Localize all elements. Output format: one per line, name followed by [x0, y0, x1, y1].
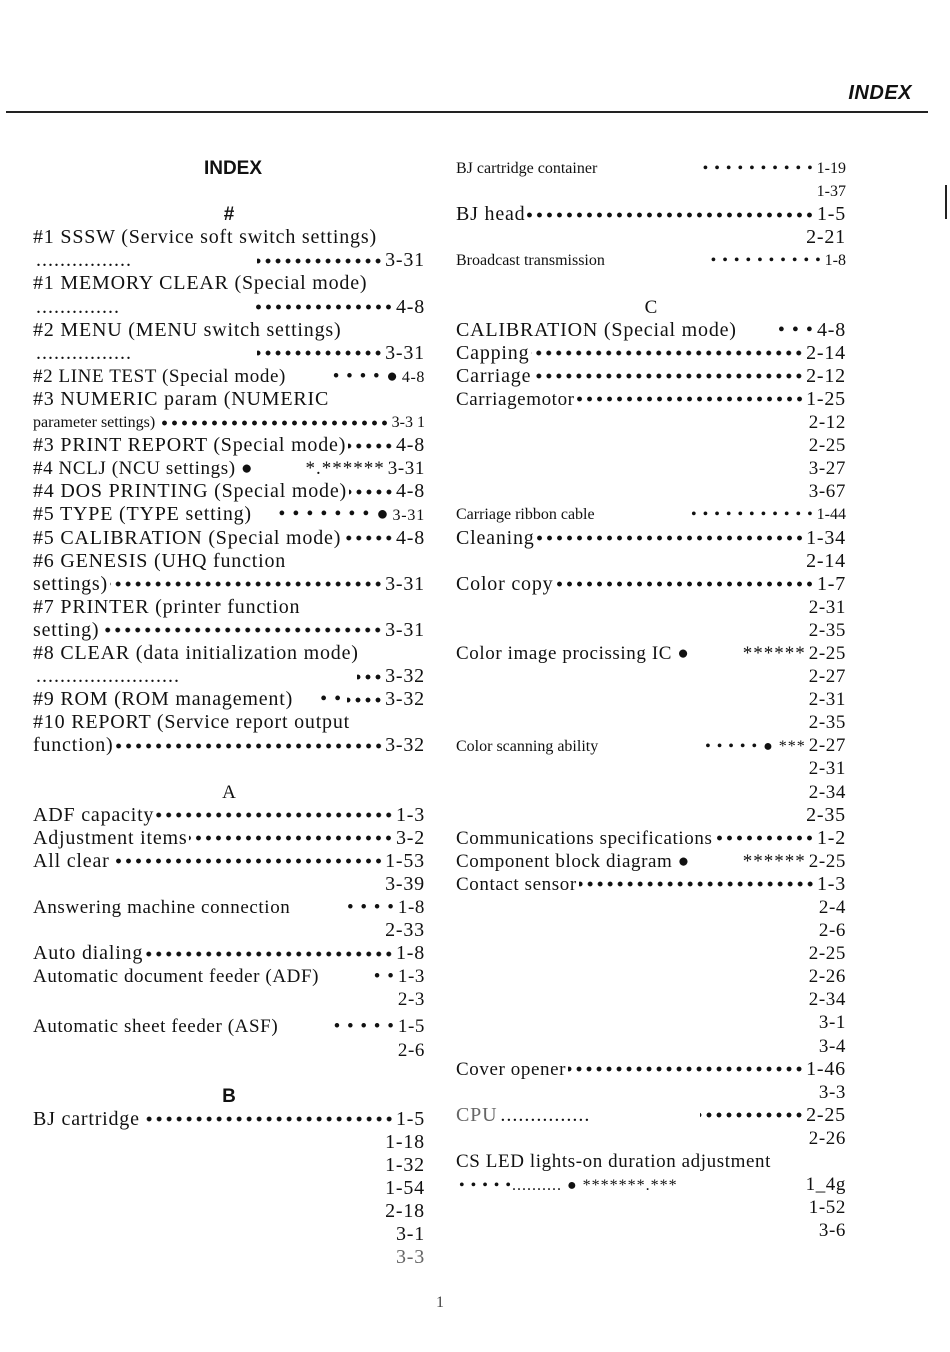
page-number: 1-8 [395, 942, 425, 965]
dot-leader [110, 578, 383, 590]
index-entry [456, 434, 846, 457]
dot-leader [348, 440, 394, 452]
index-entry [33, 1131, 425, 1154]
page-number: 1-3 [816, 872, 846, 895]
dot-leader [101, 624, 383, 636]
index-entry: #9 ROM (ROM management) • • 3-32 [33, 688, 425, 711]
page-number: 1-5 [816, 203, 846, 226]
dot-leader: • • • • • • • ● [278, 503, 390, 526]
page-header-title: INDEX [848, 82, 912, 104]
page-number: 3-31 [387, 458, 425, 480]
dot-leader [577, 393, 805, 405]
page-number: 1-44 [816, 506, 846, 524]
page-number: 3-27 [808, 458, 846, 480]
page-number: 1-8 [397, 897, 425, 918]
dot-leader: ............... [500, 1103, 591, 1126]
page-number: 2-26 [808, 966, 846, 988]
dot-leader [527, 209, 814, 221]
page-number: 4-8 [816, 318, 846, 341]
page-number: 2-26 [808, 1127, 846, 1149]
dot-leader [156, 809, 394, 821]
dot-leader [347, 694, 383, 706]
dot-leader [579, 878, 815, 890]
page-number: 3-1 [818, 1012, 846, 1034]
page-number: 1-25 [806, 387, 846, 410]
dot-leader [714, 832, 814, 844]
index-entry [456, 180, 846, 203]
index-entry [33, 873, 425, 896]
index-entry [456, 711, 846, 734]
dot-leader [189, 832, 393, 844]
index-entry: #6 GENESIS (UHQ function [33, 549, 287, 572]
page-number: 2-25 [808, 850, 846, 872]
index-entry: Communications specifications 1-2 [456, 826, 846, 849]
index-entry [456, 804, 846, 827]
page-number: 2-33 [385, 919, 425, 942]
index-entry [33, 296, 425, 319]
page-number: 4-8 [395, 434, 425, 457]
page-number: 3-32 [385, 734, 425, 757]
page-number: 2-3 [397, 989, 425, 1011]
index-entry [456, 411, 846, 434]
index-entry [33, 1223, 425, 1246]
index-entry: Cleaning 1-34 [456, 526, 846, 549]
page-number: 1-2 [816, 826, 846, 849]
index-entry [456, 619, 846, 642]
dot-leader [531, 347, 804, 359]
index-entry: #1 SSSW (Service soft switch settings) [33, 226, 377, 249]
index-column-left [33, 157, 425, 1270]
page-number: 3-3 [395, 1246, 425, 1269]
dot-leader [256, 301, 393, 313]
page-number: 3-3 [818, 1081, 846, 1103]
index-entry: Component block diagram ● ****** 2-25 [456, 850, 846, 872]
index-title: INDEX [203, 158, 263, 179]
index-entry [456, 1081, 846, 1104]
dot-leader: • • • • • ● *** [705, 738, 806, 756]
page-number: 3-6 [818, 1220, 846, 1242]
dot-leader: • • • • • • • • • • [710, 252, 822, 270]
page-number: 3-31 [392, 507, 425, 525]
dot-leader: ................ [36, 341, 132, 364]
index-entry: Contact sensor 1-3 [456, 872, 846, 895]
index-entry [456, 1011, 846, 1034]
dot-leader: ................ [36, 249, 132, 272]
dot-leader [555, 578, 815, 590]
page-number: 3-32 [385, 665, 425, 688]
dot-leader [568, 1063, 804, 1075]
index-entry [456, 1173, 846, 1196]
index-entry [33, 919, 425, 942]
dot-leader: .............. [36, 295, 120, 318]
index-entry: Color image procissing IC ● ****** 2-25 [456, 642, 846, 664]
page-number: 2-35 [808, 619, 846, 641]
page-number: 2-14 [806, 341, 846, 364]
page-number: 1-52 [808, 1197, 846, 1219]
dot-leader [357, 671, 383, 683]
index-entry: #2 LINE TEST (Special mode) • • • • ● 4-8 [33, 365, 425, 388]
index-entry [456, 942, 846, 965]
dot-leader: • • • • ● [332, 365, 399, 387]
page-number: 2-31 [808, 596, 846, 618]
section-heading-hash: # [223, 204, 235, 226]
index-entry: Cover opener 1-46 [456, 1057, 846, 1080]
page-number: 1-37 [816, 183, 846, 201]
index-entry [456, 965, 846, 988]
index-entry: Adjustment items 3-2 [33, 826, 425, 849]
index-entry [456, 1127, 846, 1150]
page-number: 4-8 [395, 295, 425, 318]
page-number: 1-54 [385, 1177, 425, 1200]
page-number: 1-34 [806, 526, 846, 549]
index-entry: BJ head 1-5 [456, 203, 846, 226]
index-entry: #3 PRINT REPORT (Special mode) 4-8 [33, 434, 425, 457]
dot-leader: • • • • •.......... ● *******.*** [459, 1177, 678, 1195]
page-number: 2-4 [818, 897, 846, 918]
page-number: 3-67 [808, 481, 846, 503]
page-number: 2-25 [806, 1103, 846, 1126]
index-entry: settings) 3-31 [33, 572, 425, 595]
index-entry: #7 PRINTER (printer function [33, 595, 301, 618]
index-entry: #10 REPORT (Service report output [33, 711, 351, 734]
dot-leader: • • • • • [333, 1016, 395, 1038]
dot-leader: ****** [742, 642, 806, 664]
page-number: 2-31 [808, 689, 846, 711]
page-footer-mark: 1 [436, 1294, 444, 1311]
dot-leader [112, 855, 384, 867]
index-entry [456, 226, 846, 249]
page-number: 2-34 [808, 781, 846, 803]
index-entry: Automatic sheet feeder (ASF) • • • • • 1-5 [33, 1016, 425, 1038]
page-number: 2-6 [818, 920, 846, 942]
index-entry [33, 988, 425, 1011]
page-number: 1-3 [395, 803, 425, 826]
index-entry [456, 1035, 846, 1058]
dot-leader [533, 370, 804, 382]
index-entry: Carriagemotor 1-25 [456, 387, 846, 410]
dot-leader: • • [373, 966, 395, 988]
page-number: 3-4 [818, 1035, 846, 1057]
dot-leader: ****** [742, 850, 806, 872]
page-number: 2-35 [808, 712, 846, 734]
index-entry [456, 688, 846, 711]
index-entry [456, 919, 846, 942]
dot-leader: • • [320, 688, 343, 711]
index-column-right [456, 157, 846, 1242]
page-number: 2-27 [808, 666, 846, 688]
dot-leader [157, 417, 390, 429]
page-number: 1-18 [385, 1130, 425, 1153]
index-entry [456, 480, 846, 503]
index-entry [456, 550, 846, 573]
page-number: 4-8 [395, 526, 425, 549]
index-entry [456, 457, 846, 480]
page-number: 2-31 [808, 758, 846, 780]
dot-leader: *.****** [305, 458, 385, 480]
index-entry [33, 249, 425, 272]
page-number: 1-53 [385, 849, 425, 872]
index-entry: #1 MEMORY CLEAR (Special mode) [33, 272, 368, 295]
page-number: 1-46 [806, 1057, 846, 1080]
index-entry: #4 NCLJ (NCU settings) ● *.****** 3-31 [33, 458, 425, 480]
page-number: 3-2 [395, 826, 425, 849]
index-entry [33, 1039, 425, 1062]
index-entry: #8 CLEAR (data initialization mode) [33, 641, 359, 664]
index-entry: CS LED lights-on duration adjustment [456, 1151, 772, 1173]
page-number: 3-1 [395, 1223, 425, 1246]
index-entry [456, 1219, 846, 1242]
header-rule [6, 111, 928, 113]
index-entry [456, 596, 846, 619]
index-entry: Auto dialing 1-8 [33, 942, 425, 965]
index-entry: BJ cartridge 1-5 [33, 1107, 425, 1130]
page-number: 1-19 [816, 160, 846, 177]
page-number: 2-12 [806, 364, 846, 387]
section-heading-b: B [222, 1085, 236, 1107]
page-number: 1_4g [805, 1174, 846, 1196]
page-number: 3-39 [385, 872, 425, 895]
page-number: 1-8 [824, 252, 846, 270]
page-number: 2-34 [808, 989, 846, 1011]
dot-leader [142, 1113, 394, 1125]
dot-leader: • • • • • • • • • • • [691, 506, 814, 524]
page-number: 1-5 [395, 1107, 425, 1130]
index-entry [33, 342, 425, 365]
dot-leader: • • • [777, 318, 814, 341]
index-entry: Carriage 2-12 [456, 364, 846, 387]
dot-leader: • • • • [347, 897, 395, 918]
page-number: 2-12 [808, 412, 846, 434]
page-number: 2-25 [808, 642, 846, 664]
page-number: 1-32 [385, 1154, 425, 1177]
index-entry [456, 1196, 846, 1219]
index-entry [456, 665, 846, 688]
page-number: 2-14 [806, 549, 846, 572]
index-entry: #2 MENU (MENU switch settings) [33, 318, 342, 341]
page-number: 3-3 1 [391, 414, 425, 432]
dot-leader [537, 532, 805, 544]
page-number: 2-6 [397, 1039, 425, 1061]
index-entry: #5 TYPE (TYPE setting) • • • • • • • ● 3-31 [33, 503, 425, 526]
index-entry: CALIBRATION (Special mode) • • • 4-8 [456, 318, 846, 341]
dot-leader [145, 948, 394, 960]
index-entry [456, 988, 846, 1011]
index-entry [33, 1154, 425, 1177]
index-entry: parameter settings) 3-3 1 [33, 411, 425, 434]
dot-leader: ........................ [36, 665, 180, 688]
index-entry: #5 CALIBRATION (Special mode) 4-8 [33, 526, 425, 549]
index-entry [456, 896, 846, 919]
page-number: 3-31 [385, 572, 425, 595]
index-entry: Carriage ribbon cable • • • • • • • • • • • 1-44 [456, 503, 846, 526]
page-number: 2-21 [806, 226, 846, 249]
page-number: 2-27 [808, 735, 846, 757]
page-number: 2-25 [808, 943, 846, 965]
index-entry [33, 1200, 425, 1223]
page-number: 2-25 [808, 435, 846, 457]
page-number: 3-32 [385, 688, 425, 711]
page-number: 1-3 [397, 966, 425, 988]
page-number: 2-18 [385, 1200, 425, 1223]
page-number: 3-31 [385, 341, 425, 364]
dot-leader: • • • • • • • • • • [702, 160, 814, 177]
index-entry [456, 781, 846, 804]
dot-leader [257, 255, 383, 267]
margin-mark [945, 185, 947, 219]
index-entry [456, 757, 846, 780]
page-number: 1-7 [816, 572, 846, 595]
index-entry: Color copy 1-7 [456, 572, 846, 595]
index-entry: #4 DOS PRINTING (Special mode) 4-8 [33, 480, 425, 503]
index-entry: BJ cartridge container • • • • • • • • • • 1-19 [456, 157, 846, 180]
index-entry: Broadcast transmission • • • • • • • • • • 1-8 [456, 249, 846, 272]
page-number: 1-5 [397, 1016, 425, 1038]
index-entry: ADF capacity 1-3 [33, 803, 425, 826]
page-number: 3-31 [385, 618, 425, 641]
dot-leader [700, 1109, 804, 1121]
index-entry: Automatic document feeder (ADF) • • 1-3 [33, 966, 425, 988]
index-entry: Color scanning ability • • • • • ● *** 2-27 [456, 734, 846, 757]
index-entry: function) 3-32 [33, 734, 425, 757]
page-number: 4-8 [395, 480, 425, 503]
index-entry: All clear 1-53 [33, 849, 425, 872]
index-entry: CPU ............... 2-25 [456, 1103, 846, 1126]
page-number: 2-35 [806, 803, 846, 826]
page-number: 4-8 [401, 368, 425, 386]
index-entry [33, 1246, 425, 1269]
dot-leader [116, 740, 384, 752]
dot-leader [343, 532, 394, 544]
section-heading-a: A [222, 781, 236, 803]
index-entry: #3 NUMERIC param (NUMERIC [33, 387, 330, 410]
index-entry: Capping 2-14 [456, 341, 846, 364]
index-entry [33, 665, 425, 688]
dot-leader [349, 486, 394, 498]
index-entry: Answering machine connection • • • • 1-8 [33, 897, 425, 918]
section-heading-c: C [644, 296, 658, 318]
index-entry: setting) 3-31 [33, 618, 425, 641]
dot-leader [257, 347, 383, 359]
index-entry [33, 1177, 425, 1200]
page-number: 3-31 [385, 249, 425, 272]
